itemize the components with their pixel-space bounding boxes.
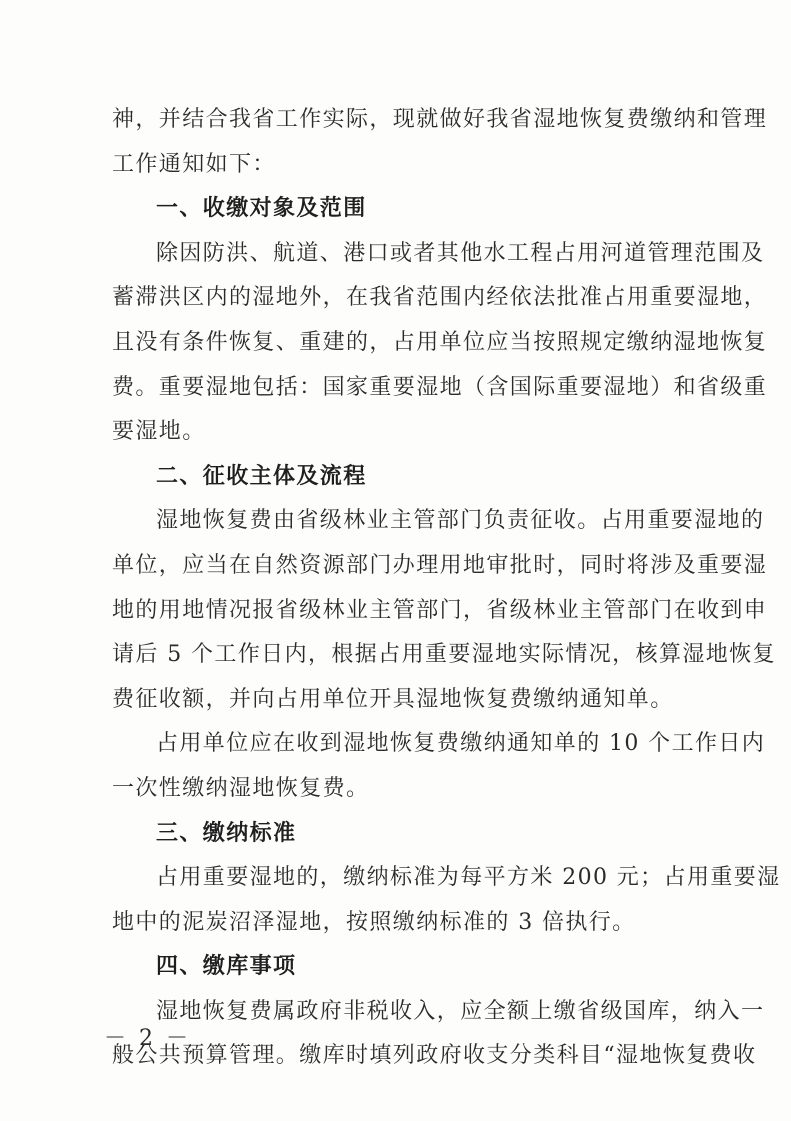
paragraph-line: 请后 5 个工作日内，根据占用重要湿地实际情况，核算湿地恢复 <box>112 642 776 668</box>
paragraph-line: 工作通知如下： <box>112 151 276 177</box>
paragraph-line: 蓄滞洪区内的湿地外，在我省范围内经依法批准占用重要湿地， <box>112 285 768 311</box>
section-heading-1: 一、收缴对象及范围 <box>156 196 367 222</box>
page-number: － 2 － <box>104 1026 191 1051</box>
paragraph-line: 地中的泥炭沼泽湿地，按照缴纳标准的 3 倍执行。 <box>112 909 636 935</box>
paragraph-line: 要湿地。 <box>112 419 206 445</box>
paragraph-line: 费。重要湿地包括：国家重要湿地（含国际重要湿地）和省级重 <box>112 374 768 400</box>
paragraph-line: 湿地恢复费属政府非税收入，应全额上缴省级国库，纳入一 <box>156 998 765 1024</box>
paragraph-line: 湿地恢复费由省级林业主管部门负责征收。占用重要湿地的 <box>156 508 765 534</box>
section-heading-2: 二、征收主体及流程 <box>156 463 367 489</box>
section-heading-3: 三、缴纳标准 <box>156 820 297 846</box>
section-heading-4: 四、缴库事项 <box>156 954 297 980</box>
paragraph-line: 占用重要湿地的，缴纳标准为每平方米 200 元；占用重要湿 <box>156 865 781 891</box>
paragraph-line: 一次性缴纳湿地恢复费。 <box>112 775 370 801</box>
paragraph-line: 般公共预算管理。缴库时填列政府收支分类科目“湿地恢复费收 <box>112 1043 757 1069</box>
paragraph-line: 单位，应当在自然资源部门办理用地审批时，同时将涉及重要湿 <box>112 552 768 578</box>
paragraph-line: 地的用地情况报省级林业主管部门，省级林业主管部门在收到申 <box>112 597 768 623</box>
paragraph-line: 神，并结合我省工作实际，现就做好我省湿地恢复费缴纳和管理 <box>112 107 768 132</box>
paragraph-line: 除因防洪、航道、港口或者其他水工程占用河道管理范围及 <box>156 240 765 266</box>
paragraph-line: 费征收额，并向占用单位开具湿地恢复费缴纳通知单。 <box>112 686 674 712</box>
paragraph-line: 占用单位应在收到湿地恢复费缴纳通知单的 10 个工作日内 <box>156 731 766 757</box>
document-body <box>112 100 781 1081</box>
paragraph-line: 且没有条件恢复、重建的，占用单位应当按照规定缴纳湿地恢复 <box>112 329 768 355</box>
